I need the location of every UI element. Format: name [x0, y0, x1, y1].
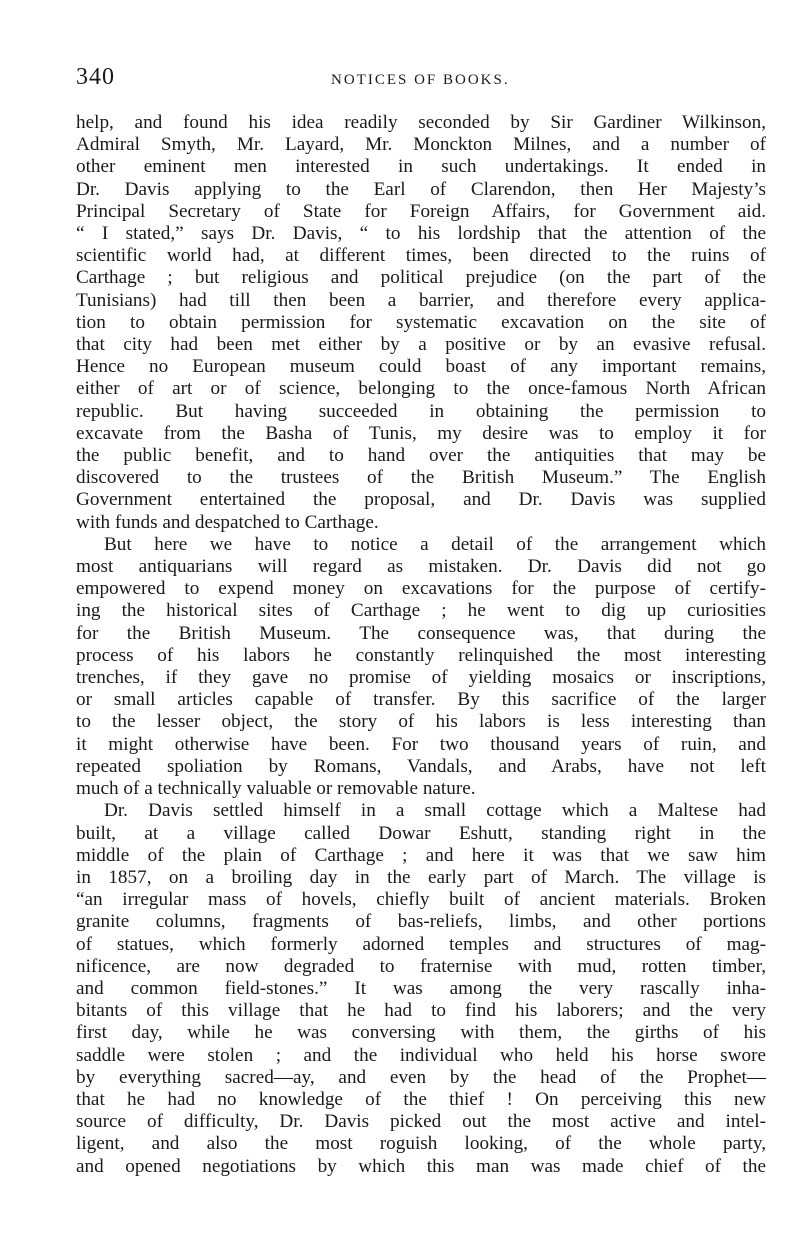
text-line: that he had no knowledge of the thief ! On perceiving this new	[76, 1088, 766, 1110]
text-line: Tunisians) had till then been a barrier, and therefore every applica-	[76, 289, 766, 311]
text-line: tion to obtain permission for systematic excavation on the site of	[76, 311, 766, 333]
text-line: discovered to the trustees of the British Museum.” The English	[76, 467, 766, 489]
text-line: that city had been met either by a positive or by an evasive refusal.	[76, 334, 766, 356]
text-line: empowered to expend money on excavations for the purpose of certify-	[76, 578, 766, 600]
body-text	[76, 112, 766, 1178]
text-line: help, and found his idea readily seconded by Sir Gardiner Wilkinson,	[76, 112, 766, 133]
text-line: granite columns, fragments of bas-reliefs, limbs, and other portions	[76, 911, 766, 933]
text-line: bitants of this village that he had to find his laborers; and the very	[76, 1000, 766, 1022]
text-line: Carthage ; but religious and political prejudice (on the part of the	[76, 267, 766, 289]
text-line: ing the historical sites of Carthage ; he went to dig up curiosities	[76, 600, 766, 622]
book-page	[76, 64, 766, 1178]
text-line: of statues, which formerly adorned temples and structures of mag-	[76, 933, 766, 955]
text-line: repeated spoliation by Romans, Vandals, and Arabs, have not left	[76, 755, 766, 777]
running-head: NOTICES OF BOOKS.	[331, 72, 510, 88]
text-line: trenches, if they gave no promise of yielding mosaics or inscriptions,	[76, 667, 766, 689]
text-line: Principal Secretary of State for Foreign Affairs, for Government aid.	[76, 200, 766, 222]
text-line: other eminent men interested in such undertakings. It ended in	[76, 156, 766, 178]
text-line: Dr. Davis applying to the Earl of Clarendon, then Her Majesty’s	[76, 178, 766, 200]
paragraph	[76, 534, 766, 800]
text-line: much of a technically valuable or removable nature.	[76, 778, 476, 800]
text-line: saddle were stolen ; and the individual who held his horse swore	[76, 1044, 766, 1066]
text-line: with funds and despatched to Carthage.	[76, 511, 379, 533]
text-line: it might otherwise have been. For two thousand years of ruin, and	[76, 733, 766, 755]
text-line: either of art or of science, belonging to the once-famous North African	[76, 378, 766, 400]
text-line: in 1857, on a broiling day in the early part of March. The village is	[76, 866, 766, 888]
text-line: and opened negotiations by which this man was made chief of the	[76, 1155, 766, 1177]
text-line: But here we have to notice a detail of the arrangement which	[104, 533, 766, 555]
text-line: Hence no European museum could boast of any important remains,	[76, 356, 766, 378]
text-line: ligent, and also the most roguish looking, of the whole party,	[76, 1133, 766, 1155]
text-line: “ I stated,” says Dr. Davis, “ to his lordship that the attention of the	[76, 223, 766, 245]
text-line: built, at a village called Dowar Eshutt, standing right in the	[76, 822, 766, 844]
text-line: and common field-stones.” It was among the very rascally inha-	[76, 977, 766, 999]
text-line: by everything sacred—ay, and even by the head of the Prophet—	[76, 1066, 766, 1088]
page-header	[76, 64, 766, 94]
text-line: the public benefit, and to hand over the antiquities that may be	[76, 445, 766, 467]
text-line: first day, while he was conversing with them, the girths of his	[76, 1022, 766, 1044]
text-line: Admiral Smyth, Mr. Layard, Mr. Monckton Milnes, and a number of	[76, 134, 766, 156]
page-number: 340	[76, 64, 115, 90]
text-line: “an irregular mass of hovels, chiefly built of ancient materials. Broken	[76, 889, 766, 911]
text-line: for the British Museum. The consequence was, that during the	[76, 622, 766, 644]
text-line: to the lesser object, the story of his labors is less interesting than	[76, 711, 766, 733]
text-line: nificence, are now degraded to fraternise with mud, rotten timber,	[76, 955, 766, 977]
text-line: excavate from the Basha of Tunis, my desire was to employ it for	[76, 422, 766, 444]
text-line: process of his labors he constantly relinquished the most interesting	[76, 644, 766, 666]
text-line: middle of the plain of Carthage ; and here it was that we saw him	[76, 844, 766, 866]
paragraph	[76, 800, 766, 1177]
paragraph	[76, 112, 766, 534]
text-line: republic. But having succeeded in obtaining the permission to	[76, 400, 766, 422]
text-line: Dr. Davis settled himself in a small cottage which a Maltese had	[104, 800, 766, 822]
text-line: source of difficulty, Dr. Davis picked out the most active and intel-	[76, 1111, 766, 1133]
text-line: scientific world had, at different times, been directed to the ruins of	[76, 245, 766, 267]
text-line: most antiquarians will regard as mistaken. Dr. Davis did not go	[76, 556, 766, 578]
text-line: or small articles capable of transfer. By this sacrifice of the larger	[76, 689, 766, 711]
text-line: Government entertained the proposal, and Dr. Davis was supplied	[76, 489, 766, 511]
